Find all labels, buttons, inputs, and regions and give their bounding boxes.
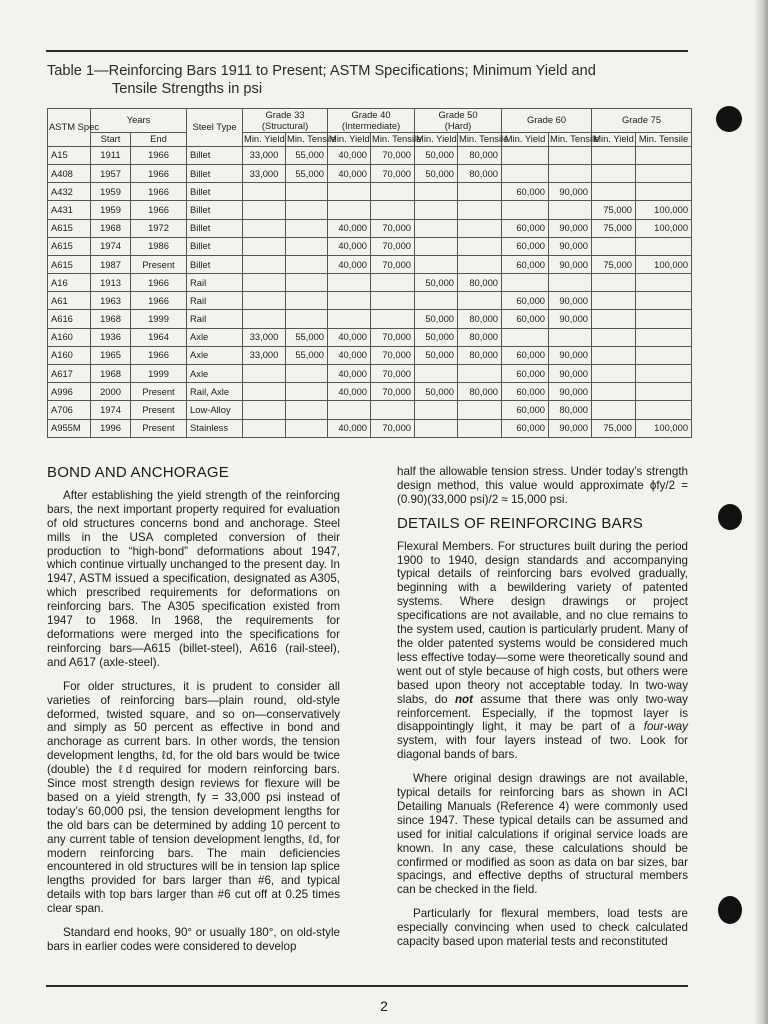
table-cell: A408 [48, 164, 91, 182]
table-cell: A706 [48, 401, 91, 419]
table-cell [592, 383, 636, 401]
table-row [48, 401, 692, 419]
table-cell: 75,000 [592, 219, 636, 237]
table-row [48, 292, 692, 310]
table-cell: 1999 [131, 310, 187, 328]
table-cell: 60,000 [502, 419, 549, 437]
table-cell: 50,000 [415, 164, 458, 182]
table-cell [458, 201, 502, 219]
table-cell: Rail [187, 310, 243, 328]
table-cell: A615 [48, 219, 91, 237]
bottom-rule [46, 985, 688, 987]
left-column [47, 466, 340, 964]
table-cell: 33,000 [243, 146, 286, 164]
table-cell [286, 219, 328, 237]
table-row [48, 310, 692, 328]
table-cell: 1966 [131, 201, 187, 219]
table-cell: 55,000 [286, 164, 328, 182]
table-cell: Axle [187, 346, 243, 364]
table-cell [243, 237, 286, 255]
table-cell: 1957 [91, 164, 131, 182]
table-cell: Billet [187, 219, 243, 237]
table-cell [415, 419, 458, 437]
table-cell: 1996 [91, 419, 131, 437]
table-cell [502, 274, 549, 292]
table-cell [592, 328, 636, 346]
table-cell [458, 183, 502, 201]
table-cell: 1965 [91, 346, 131, 364]
table-cell [415, 365, 458, 383]
table-cell [286, 255, 328, 273]
table-row [48, 419, 692, 437]
table-cell [286, 292, 328, 310]
table-cell [502, 164, 549, 182]
table-cell [592, 146, 636, 164]
table-cell [592, 310, 636, 328]
table-cell [592, 401, 636, 419]
table-cell: 70,000 [371, 255, 415, 273]
table-cell: 1963 [91, 292, 131, 310]
table-cell: Low-Alloy [187, 401, 243, 419]
table-cell [592, 365, 636, 383]
table-cell: 33,000 [243, 328, 286, 346]
table-cell: Present [131, 419, 187, 437]
table-cell [636, 183, 692, 201]
header-min-tensile: Min. Tensile [549, 133, 592, 147]
table-cell: A996 [48, 383, 91, 401]
table-cell: 80,000 [458, 310, 502, 328]
table-cell: 40,000 [328, 237, 371, 255]
table-cell: 90,000 [549, 383, 592, 401]
table-cell [549, 201, 592, 219]
table-cell: 60,000 [502, 183, 549, 201]
table-cell: 60,000 [502, 310, 549, 328]
table-cell: 40,000 [328, 383, 371, 401]
table-cell: Axle [187, 328, 243, 346]
table-cell: A615 [48, 237, 91, 255]
table-cell [286, 365, 328, 383]
table-cell [636, 328, 692, 346]
table-cell: 90,000 [549, 219, 592, 237]
header-grade-33: Grade 33 (Structural) [243, 109, 328, 133]
table-cell: 90,000 [549, 365, 592, 383]
table-cell: A616 [48, 310, 91, 328]
binder-hole [718, 504, 742, 530]
table-cell [328, 401, 371, 419]
table-title-line-2: Tensile Strengths in psi [112, 81, 263, 97]
table-cell [636, 237, 692, 255]
table-cell: 1966 [131, 346, 187, 364]
table-cell [371, 201, 415, 219]
table-row [48, 183, 692, 201]
table-cell: 1968 [91, 365, 131, 383]
table-cell: 75,000 [592, 419, 636, 437]
table-cell: 1966 [131, 146, 187, 164]
table-cell [636, 346, 692, 364]
table-cell [592, 183, 636, 201]
header-min-tensile: Min. Tensile [458, 133, 502, 147]
table-cell [328, 183, 371, 201]
table-cell: 40,000 [328, 328, 371, 346]
table-cell: 1968 [91, 219, 131, 237]
table-cell: 1974 [91, 237, 131, 255]
header-grade-40: Grade 40 (Intermediate) [328, 109, 415, 133]
table-cell: 100,000 [636, 255, 692, 273]
table-cell: 70,000 [371, 383, 415, 401]
table-cell: 1972 [131, 219, 187, 237]
table-row [48, 365, 692, 383]
page-number: 2 [380, 998, 388, 1014]
table-cell [458, 419, 502, 437]
table-cell: 2000 [91, 383, 131, 401]
table-row [48, 383, 692, 401]
table-cell [243, 255, 286, 273]
table-row [48, 146, 692, 164]
table-cell: 1913 [91, 274, 131, 292]
table-cell [636, 292, 692, 310]
table-cell: 80,000 [458, 274, 502, 292]
table-cell: A617 [48, 365, 91, 383]
table-row [48, 201, 692, 219]
table-cell: 70,000 [371, 365, 415, 383]
table-title [47, 62, 687, 98]
flexural-members-lead: Flexural Members. [397, 539, 494, 553]
header-min-yield: Min. Yield [243, 133, 286, 147]
table-cell: 1959 [91, 183, 131, 201]
table-cell: Present [131, 401, 187, 419]
table-cell [592, 164, 636, 182]
table-cell: 70,000 [371, 237, 415, 255]
table-cell: Billet [187, 201, 243, 219]
table-cell: Rail, Axle [187, 383, 243, 401]
table-row [48, 219, 692, 237]
table-cell: A432 [48, 183, 91, 201]
table-cell: 100,000 [636, 219, 692, 237]
header-start: Start [91, 133, 131, 147]
table-cell [243, 292, 286, 310]
table-cell: Present [131, 383, 187, 401]
header-steel-type: Steel Type [187, 109, 243, 147]
right-column [397, 465, 688, 959]
details-heading: DETAILS OF REINFORCING BARS [397, 514, 643, 532]
table-cell [458, 292, 502, 310]
table-cell: 50,000 [415, 146, 458, 164]
table-cell [328, 201, 371, 219]
table-cell: 90,000 [549, 237, 592, 255]
table-cell: A615 [48, 255, 91, 273]
table-cell: 1936 [91, 328, 131, 346]
table-cell: A955M [48, 419, 91, 437]
table-row [48, 237, 692, 255]
table-cell: 60,000 [502, 365, 549, 383]
table-cell [243, 419, 286, 437]
table-cell: 90,000 [549, 419, 592, 437]
table-cell: 70,000 [371, 219, 415, 237]
table-cell [243, 401, 286, 419]
table-cell: 40,000 [328, 255, 371, 273]
header-years: Years [91, 109, 187, 133]
table-cell: 80,000 [458, 146, 502, 164]
table-cell: Rail [187, 274, 243, 292]
table-cell: 1966 [131, 164, 187, 182]
table-cell: 55,000 [286, 346, 328, 364]
table-cell: 55,000 [286, 146, 328, 164]
table-cell: 60,000 [502, 346, 549, 364]
bond-anchorage-heading: BOND AND ANCHORAGE [47, 464, 229, 481]
table-cell: 40,000 [328, 164, 371, 182]
header-min-yield: Min. Yield [328, 133, 371, 147]
table-cell: 1966 [131, 183, 187, 201]
header-grade-60: Grade 60 [502, 109, 592, 133]
table-cell: 60,000 [502, 292, 549, 310]
table-cell [371, 292, 415, 310]
table-cell [549, 328, 592, 346]
header-astm-spec: ASTM Spec [48, 109, 91, 147]
table-cell: Stainless [187, 419, 243, 437]
table-cell: Billet [187, 255, 243, 273]
table-row [48, 346, 692, 364]
table-cell [286, 401, 328, 419]
table-cell: 80,000 [458, 164, 502, 182]
table-cell [243, 201, 286, 219]
table-cell [286, 237, 328, 255]
table-cell: 70,000 [371, 328, 415, 346]
table-cell: 100,000 [636, 419, 692, 437]
table-cell: 100,000 [636, 201, 692, 219]
table-cell [286, 310, 328, 328]
table-cell [636, 310, 692, 328]
table-cell: 70,000 [371, 419, 415, 437]
header-end: End [131, 133, 187, 147]
table-cell: 60,000 [502, 219, 549, 237]
table-cell: 60,000 [502, 401, 549, 419]
table-cell [502, 328, 549, 346]
table-cell: 1974 [91, 401, 131, 419]
table-cell [371, 183, 415, 201]
table-cell: 1959 [91, 201, 131, 219]
table-cell: 50,000 [415, 383, 458, 401]
table-cell: A15 [48, 146, 91, 164]
table-cell [243, 383, 286, 401]
table-cell: A160 [48, 346, 91, 364]
table-cell [328, 310, 371, 328]
table-cell: 80,000 [458, 383, 502, 401]
table-cell: Billet [187, 164, 243, 182]
table-cell [458, 219, 502, 237]
table-cell [549, 274, 592, 292]
table-cell [592, 346, 636, 364]
table-cell [636, 365, 692, 383]
table-row [48, 328, 692, 346]
table-cell: 75,000 [592, 255, 636, 273]
header-min-yield: Min. Yield [502, 133, 549, 147]
paragraph: Standard end hooks, 90° or usually 180°, on old-style bars in earlier codes were considered to develop [47, 926, 340, 953]
table-cell: A16 [48, 274, 91, 292]
table-cell [415, 401, 458, 419]
table-cell [502, 146, 549, 164]
table-cell: A160 [48, 328, 91, 346]
table-cell [243, 274, 286, 292]
table-cell [636, 164, 692, 182]
table-cell [636, 274, 692, 292]
table-title-line-1: Table 1—Reinforcing Bars 1911 to Present; ASTM Specifications; Minimum Yield and [47, 63, 596, 79]
table-cell: 75,000 [592, 201, 636, 219]
table-cell: 1964 [131, 328, 187, 346]
table-cell [286, 383, 328, 401]
table-cell: Axle [187, 365, 243, 383]
table-cell [592, 274, 636, 292]
header-min-tensile: Min. Tensile [286, 133, 328, 147]
table-cell: 1911 [91, 146, 131, 164]
table-cell: Billet [187, 146, 243, 164]
table-cell: 90,000 [549, 310, 592, 328]
table-cell [286, 183, 328, 201]
table-row [48, 274, 692, 292]
paragraph: Flexural Members. For structures built during the period 1900 to 1940, design standards and accompanying typical details of reinforcing bars evolved gradually, beginning with a bewildering variety of patented systems. Where design drawings or project specifications are not available, and no clue remains to the system used, caution is particularly prudent. Many of the older patented systems would be considered much less effective today—some were theoretically sound and went out of style because of high costs, but others were based upon theory not acceptable today. In two-way slabs, do not assume that there was only two-way reinforcement. Especially, if the topmost layer is disappointingly light, it may be part of a four-way system, with four layers instead of two. Look for diagonal bands of bars. [397, 539, 688, 762]
table-cell: 90,000 [549, 292, 592, 310]
header-min-tensile: Min. Tensile [636, 133, 692, 147]
binder-hole [716, 106, 742, 132]
table-row [48, 164, 692, 182]
header-min-tensile: Min. Tensile [371, 133, 415, 147]
table-cell: 90,000 [549, 183, 592, 201]
table-cell [458, 237, 502, 255]
table-cell [549, 164, 592, 182]
reinforcing-bars-table [47, 108, 692, 438]
table-cell: 90,000 [549, 346, 592, 364]
table-cell [636, 146, 692, 164]
table-cell [458, 255, 502, 273]
paragraph: Where original design drawings are not available, typical details for reinforcing bars as shown in ACI Detailing Manuals (Reference 4) were commonly used since 1947. These typical details can be assumed and used for initial calculations if original service loads are known. In any case, these calculations should be confirmed or modified as soon as data on bar sizes, bar spacings, and effective depths of structural members can be checked in the field. [397, 772, 688, 897]
table-cell [243, 219, 286, 237]
table-cell: 70,000 [371, 164, 415, 182]
scan-edge [754, 0, 768, 1024]
table-cell: 80,000 [549, 401, 592, 419]
table-cell [243, 310, 286, 328]
table-cell: Present [131, 255, 187, 273]
table-cell [636, 401, 692, 419]
table-row [48, 255, 692, 273]
table-cell: 1966 [131, 274, 187, 292]
table-cell [415, 292, 458, 310]
table-cell [371, 274, 415, 292]
table-cell: 1968 [91, 310, 131, 328]
top-rule [46, 50, 688, 52]
table-cell [328, 274, 371, 292]
table-cell: 55,000 [286, 328, 328, 346]
table-cell [502, 201, 549, 219]
table-cell: 70,000 [371, 346, 415, 364]
table-cell: 50,000 [415, 328, 458, 346]
table-cell: 60,000 [502, 383, 549, 401]
table-cell [371, 310, 415, 328]
table-cell: 40,000 [328, 365, 371, 383]
table-cell: Billet [187, 183, 243, 201]
table-cell: 1999 [131, 365, 187, 383]
table-cell [636, 383, 692, 401]
table-cell: A61 [48, 292, 91, 310]
table-cell [243, 183, 286, 201]
paragraph: Particularly for flexural members, load tests are especially convincing when used to check calculated capacity based upon material tests and reconstituted [397, 907, 688, 949]
table-cell [415, 201, 458, 219]
table-cell [458, 401, 502, 419]
table-cell: 33,000 [243, 346, 286, 364]
table-cell [328, 292, 371, 310]
header-min-yield: Min. Yield [592, 133, 636, 147]
table-cell [592, 292, 636, 310]
table-cell [458, 365, 502, 383]
table-cell [549, 146, 592, 164]
table-cell: 90,000 [549, 255, 592, 273]
table-cell: 1987 [91, 255, 131, 273]
table-cell [415, 255, 458, 273]
table-cell [415, 183, 458, 201]
header-grade-75: Grade 75 [592, 109, 692, 133]
table-cell: 1986 [131, 237, 187, 255]
table-cell [415, 219, 458, 237]
header-grade-50: Grade 50 (Hard) [415, 109, 502, 133]
table-cell: 40,000 [328, 346, 371, 364]
table-cell: 40,000 [328, 419, 371, 437]
table-cell [415, 237, 458, 255]
table-cell: 80,000 [458, 328, 502, 346]
table-cell [286, 274, 328, 292]
table-cell: 50,000 [415, 310, 458, 328]
table-cell: 33,000 [243, 164, 286, 182]
table-cell: 60,000 [502, 237, 549, 255]
table-cell: 40,000 [328, 219, 371, 237]
table-cell: 40,000 [328, 146, 371, 164]
table-cell: Billet [187, 237, 243, 255]
paragraph: After establishing the yield strength of the reinforcing bars, the next important property required for evaluation of old structures concerns bond and anchorage. Steel mills in the USA completed conversion of their production to “high-bond” deformations about 1947, which continue virtually unchanged to the present day. In 1947, ASTM issued a specification, designated as A305, which prescribed requirements for deformations on reinforcing bars. The A305 specification existed from 1947 to 1968. In 1968, the requirements for deformations were merged into the specifications for reinforcing bars—A615 (billet-steel), A616 (rail-steel), and A617 (axle-steel). [47, 488, 340, 669]
table-cell [243, 365, 286, 383]
binder-hole [718, 896, 742, 924]
table-cell: 60,000 [502, 255, 549, 273]
paragraph: For older structures, it is prudent to consider all varieties of reinforcing bars—plain round, old-style deformed, twisted square, and so on—conservatively and simply as 50 percent as effective in bond and anchorage as current bars. In other words, the tension development lengths, ℓd, for the old bars would be twice (double) the ℓd required for modern reinforcing bars. Since most strength design reviews for flexure will be based on a yield strength, fy = 33,000 psi instead of today’s 60,000 psi, the tension development lengths for the old bars can be determined by adding 10 percent to any current table of tension development lengths, ℓd, for modern reinforcing bars. The main deficiencies encountered in old structures will be in tension lap splice lengths provided for bars larger than #6, and typical details with top bars larger than #6 cut off at 0.25 times clear span. [47, 679, 340, 916]
paragraph: half the allowable tension stress. Under today’s strength design method, this value would approximate ϕfy/2 = (0.90)(33,000 psi)/2 ≈ 15,000 psi. [397, 465, 688, 506]
table-cell: A431 [48, 201, 91, 219]
table-cell: 1966 [131, 292, 187, 310]
table-cell: 70,000 [371, 146, 415, 164]
table-cell [286, 419, 328, 437]
table-cell [371, 401, 415, 419]
table-cell [286, 201, 328, 219]
table-cell: 80,000 [458, 346, 502, 364]
table-cell: Rail [187, 292, 243, 310]
table-cell: 50,000 [415, 274, 458, 292]
table-cell: 50,000 [415, 346, 458, 364]
table-cell [592, 237, 636, 255]
header-min-yield: Min. Yield [415, 133, 458, 147]
